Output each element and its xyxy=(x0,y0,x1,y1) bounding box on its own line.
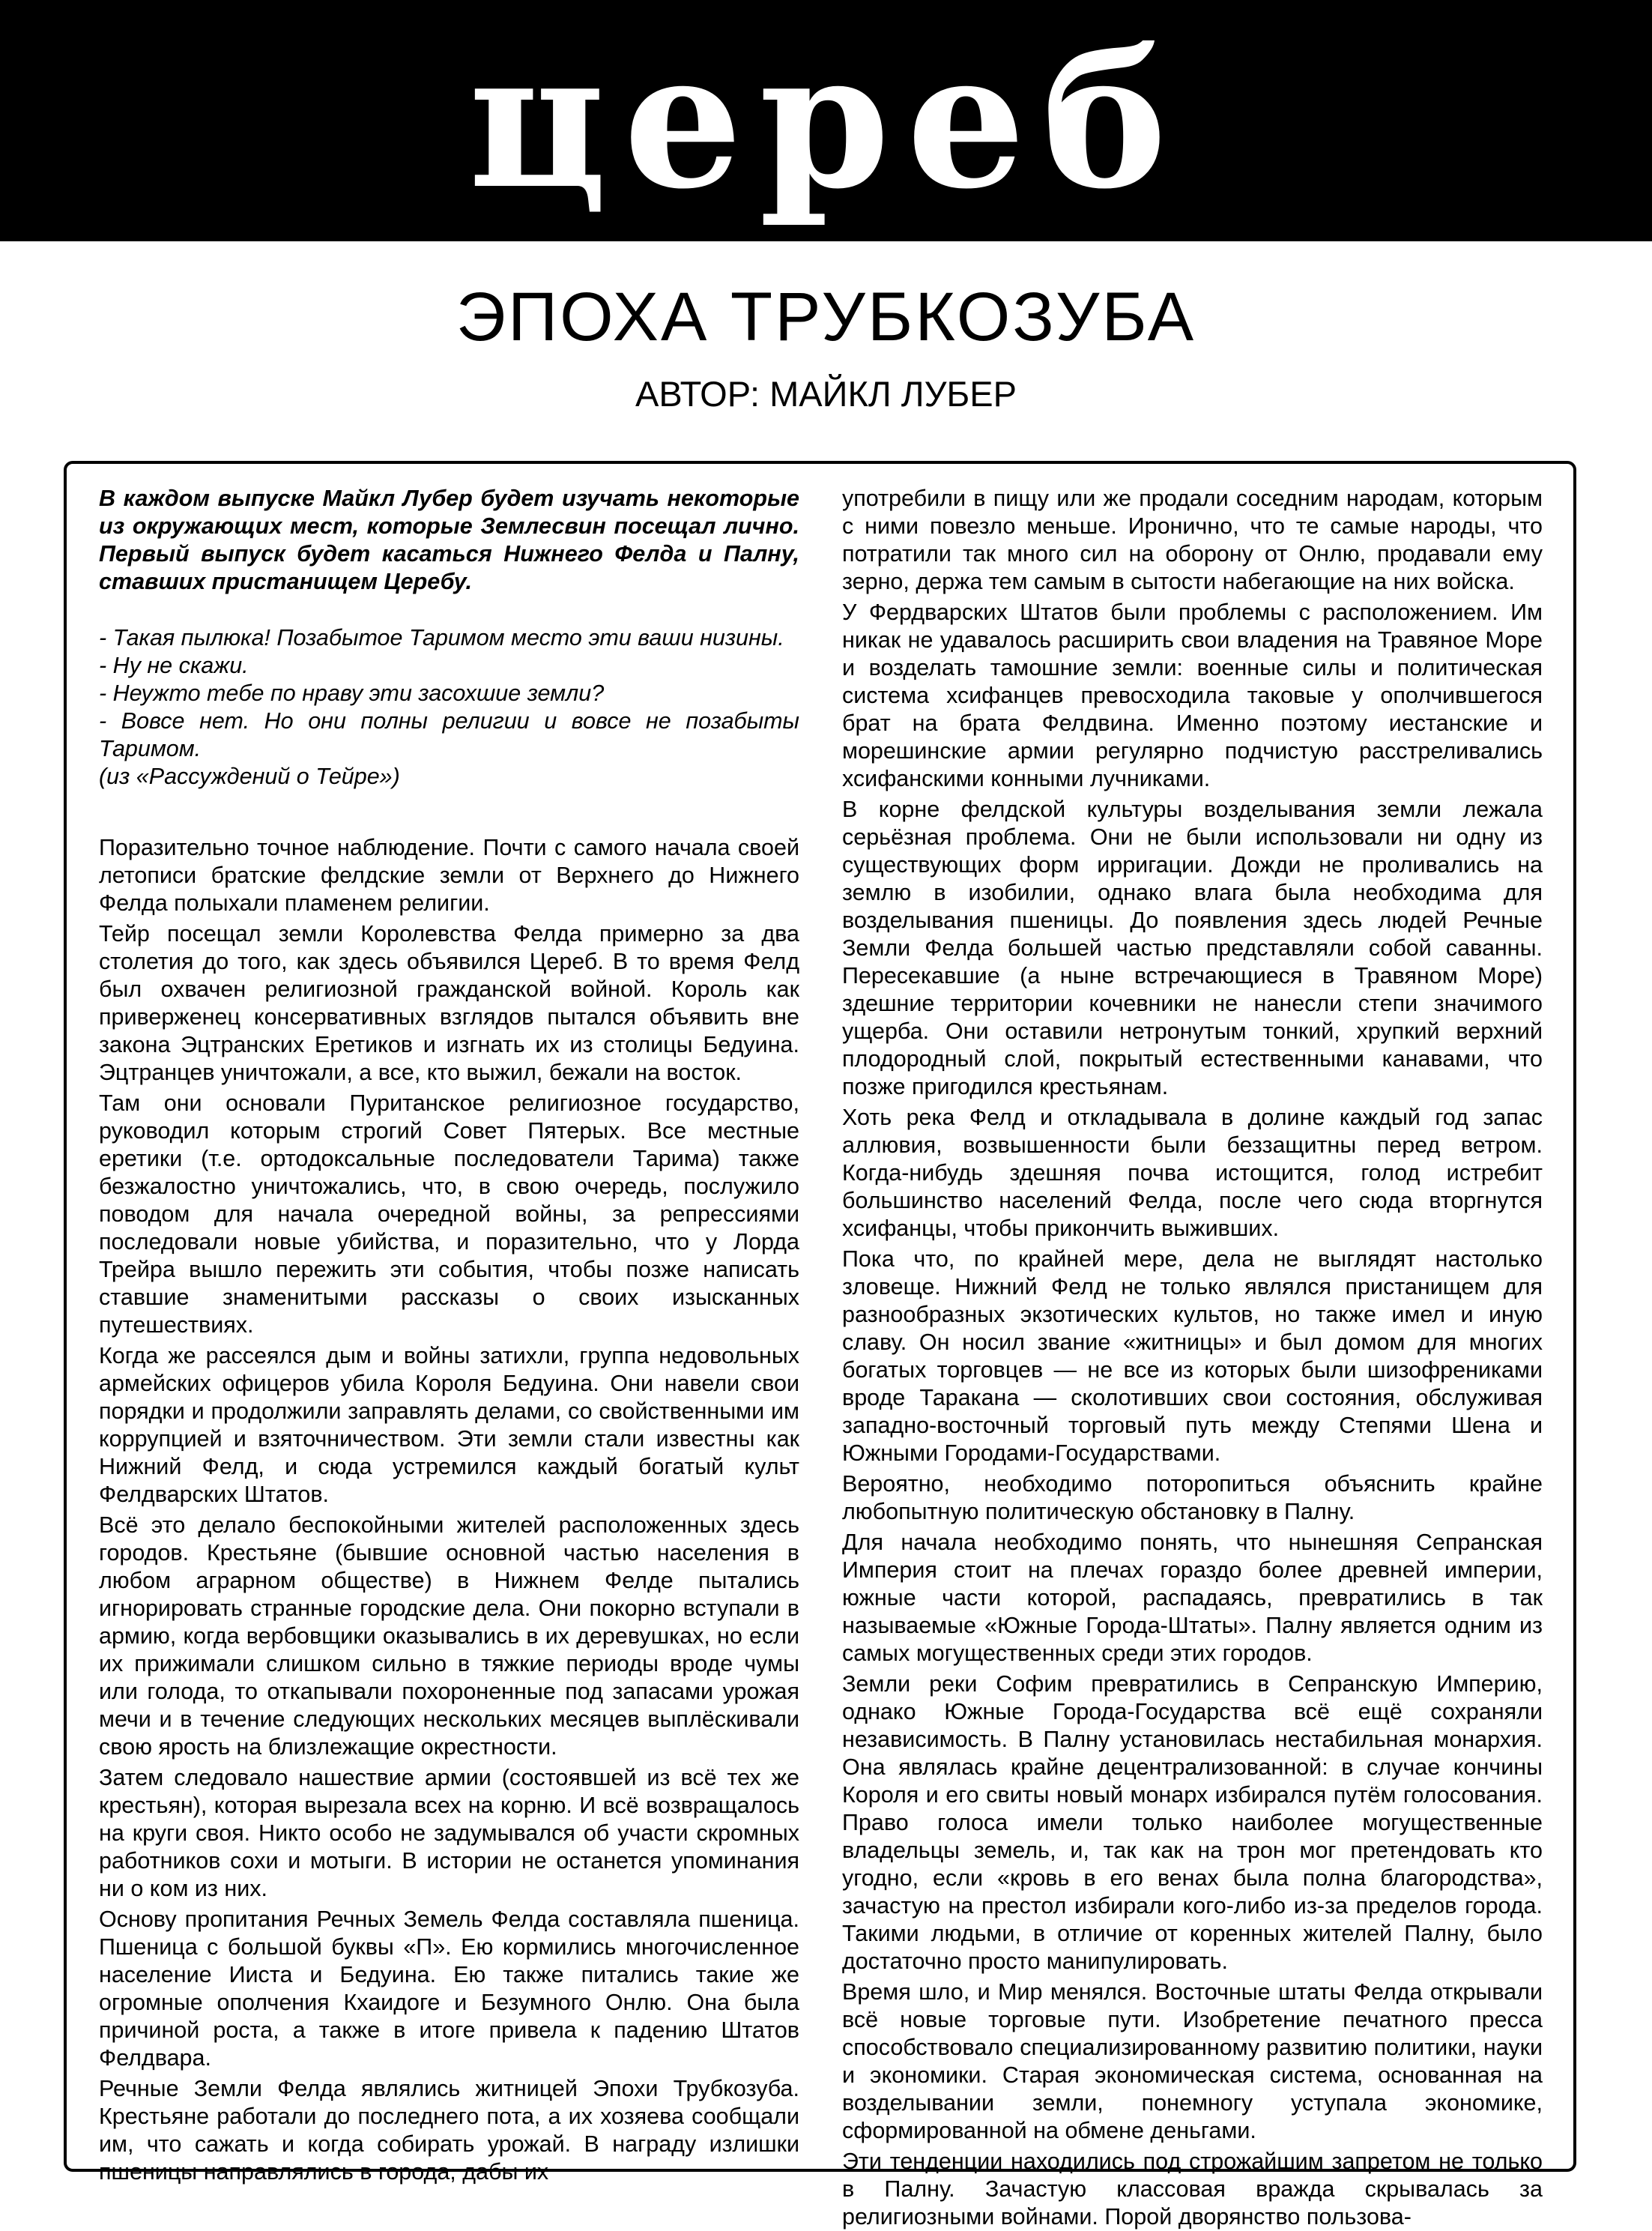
epigraph-line: - Такая пылюка! Позабытое Таримом место эти ваши низины. xyxy=(99,625,784,650)
banner-title: цереб xyxy=(468,10,1184,230)
left-column xyxy=(99,485,799,2185)
body-paragraph: Пока что, по крайней мере, дела не выглядят настолько зловеще. Нижний Фелд не только являлся пристанищем для разнообразных экзотических культов, но также имел и иную славу. Он носил звание «житницы» и был домом для многих богатых торговцев — не все из которых были шизофрениками вроде Таракана — сколотивших свои состояния, обслуживая западно-восточный торговый путь между Степями Шена и Южными Городами-Государствами. xyxy=(842,1246,1543,1466)
epigraph-line: - Ну не скажи. xyxy=(99,653,249,678)
body-paragraph: Вероятно, необходимо поторопиться объяснить крайне любопытную политическую обстановку в Палну. xyxy=(842,1471,1543,1524)
title-banner xyxy=(0,0,1652,241)
body-paragraph: употребили в пищу или же продали соседним народам, которым с ними повезло меньше. Иронично, что те самые народы, что потратили так много сил на оборону от Онлю, продавали ему зерно, держа тем самым в сытости набегающие на них войска. xyxy=(842,486,1543,594)
body-paragraph: Основу пропитания Речных Земель Фелда составляла пшеница. Пшеница с большой буквы «П». Ею кормились многочисленное население Ииста и Бедуина. Ею также питались такие же огромные ополчения Кхаидоге и Безумного Онлю. Она была причиной роста, а также в итоге привела к падению Штатов Фелдвара. xyxy=(99,1907,799,2071)
body-paragraph: Эти тенденции находились под строжайшим запретом не только в Палну. Зачастую классовая вражда скрывалась за религиозными войнами. Порой дворянство пользова- xyxy=(842,2149,1543,2230)
body-paragraph: В корне фелдской культуры возделывания земли лежала серьёзная проблема. Они не были использовали ни одну из существующих форм ирригации. Дожди не проливались на землю в изобилии, однако влага была необходима для возделывания пшеницы. До появления здесь людей Речные Земли Фелда большей частью представляли собой саванны. Пересекавшие (а ныне встречающиеся в Травяном Море) здешние территории кочевники не нанесли степи значимого ущерба. Они оставили нетронутым тонкий, хрупкий верхний плодородный слой, покрытый естественными канавами, что позже пригодился крестьянам. xyxy=(842,797,1543,1099)
intro-paragraph: В каждом выпуске Майкл Лубер будет изучать некоторые из окружающих мест, которые Землесвин посещал лично. Первый выпуск будет касаться Нижнего Фелда и Палну, ставших пристанищем Церебу. xyxy=(99,486,799,594)
body-paragraph: Речные Земли Фелда являлись житницей Эпохи Трубкозуба. Крестьяне работали до последнего пота, а их хозяева сообщали им, что сажать и когда собирать урожай. В награду излишки пшеницы направлялись в города, дабы их xyxy=(99,2076,799,2185)
epigraph-line: - Неужто тебе по нраву эти засохшие земли? xyxy=(99,680,605,706)
body-paragraph: Земли реки Софим превратились в Сепранскую Империю, однако Южные Города-Государства всё ещё сохраняли независимость. В Палну установилась нестабильная монархия. Она являлась крайне децентрализованной: в случае кончины Короля и его свиты новый монарх избирался путём голосования. Право голоса имели только наиболее могущественные владельцы земель, и, так как на трон мог претендовать кто угодно, если «кровь в его венах была полна благородства», зачастую на престол избирали кого-либо из-за пределов города. Такими людьми, в отличие от коренных жителей Палну, было достаточно просто манипулировать. xyxy=(842,1671,1543,1974)
body-paragraph: Тейр посещал земли Королевства Фелда примерно за два столетия до того, как здесь объявился Цереб. В то время Фелд был охвачен религиозной гражданской войной. Король как приверженец консервативных взглядов пытался объявить вне закона Эцтранских Еретиков и изгнать их из столицы Бедуина. Эцтранцев уничтожали, а все, кто выжил, бежали на восток. xyxy=(99,921,799,1085)
epigraph xyxy=(99,624,799,791)
right-column xyxy=(842,485,1543,2230)
body-paragraph: Затем следовало нашествие армии (состоявшей из всё тех же крестьян), которая вырезала всех на корню. И всё возвращалось на круги своя. Никто особо не задумывался об участи скромных работников сохи и мотыги. В истории не останется упоминания ни о ком из них. xyxy=(99,1765,799,1901)
body-paragraph: Всё это делало беспокойными жителей расположенных здесь городов. Крестьяне (бывшие основной частью населения в любом аграрном обществе) в Нижнем Фелде пытались игнорировать странные городские дела. Они покорно вступали в армию, когда вербовщики оказывались в их деревушках, но если их прижимали слишком сильно в тяжкие периоды вроде чумы или голода, то откапывали похороненные под запасами урожая мечи и в течение следующих нескольких месяцев выплёскивали свою ярость на близлежащие окрестности. xyxy=(99,1512,799,1760)
body-paragraph: Когда же рассеялся дым и войны затихли, группа недовольных армейских офицеров убила Короля Бедуина. Они навели свои порядки и продолжили заправлять делами, со свойственными им коррупцией и взяточничеством. Эти земли стали известны как Нижний Фелд, и сюда устремился каждый богатый культ Фелдварских Штатов. xyxy=(99,1343,799,1507)
article-title: ЭПОХА ТРУБКОЗУБА xyxy=(456,279,1196,355)
body-paragraph: У Фердварских Штатов были проблемы с расположением. Им никак не удавалось расширить свои владения на Травяное Море и возделать тамошние земли: военные силы и политическая система хсифанцев превосходила таковые у ополчившегося брат на брата Фелдвина. Именно поэтому иестанские и морешинские армии регулярно подчистую расстреливались хсифанскими конными лучниками. xyxy=(842,600,1543,791)
article-author: АВТОР: МАЙКЛ ЛУБЕР xyxy=(635,374,1017,414)
epigraph-source: (из «Рассуждений о Тейре») xyxy=(99,764,400,789)
body-paragraph: Хоть река Фелд и откладывала в долине каждый год запас аллювия, возвышенности были беззащитны перед ветром. Когда-нибудь здешняя почва истощится, голод истребит большинство населений Фелда, после чего сюда вторгнутся хсифанцы, чтобы прикончить выживших. xyxy=(842,1105,1543,1241)
epigraph-line: - Вовсе нет. Но они полны религии и вовсе не позабыты Таримом. xyxy=(99,708,799,761)
body-paragraph: Время шло, и Мир менялся. Восточные штаты Фелда открывали всё новые торговые пути. Изобретение печатного пресса способствовало специализированному развитию политики, науки и экономики. Старая экономическая система, основанная на возделывании земли, понемногу уступала экономике, сформированной на обмене деньгами. xyxy=(842,1979,1543,2143)
body-paragraph: Там они основали Пуританское религиозное государство, руководил которым строгий Совет Пятерых. Все местные еретики (т.е. ортодоксальные последователи Тарима) также безжалостно уничтожались, что, в свою очередь, послужило поводом для начала очередной войны, за репрессиями последовали новые убийства, и поразительно, что у Лорда Трейра вышло пережить эти события, чтобы позже написать ставшие знаменитыми рассказы о своих изысканных путешествиях. xyxy=(99,1090,799,1338)
body-paragraph: Для начала необходимо понять, что нынешняя Сепранская Империя стоит на плечах гораздо более древней империи, южные части которой, распадаясь, превратились в так называемые «Южные Города-Штаты». Палну является одним из самых могущественных среди этих городов. xyxy=(842,1530,1543,1666)
body-paragraph: Поразительно точное наблюдение. Почти с самого начала своей летописи братские фелдские земли от Верхнего до Нижнего Фелда полыхали пламенем религии. xyxy=(99,835,799,916)
